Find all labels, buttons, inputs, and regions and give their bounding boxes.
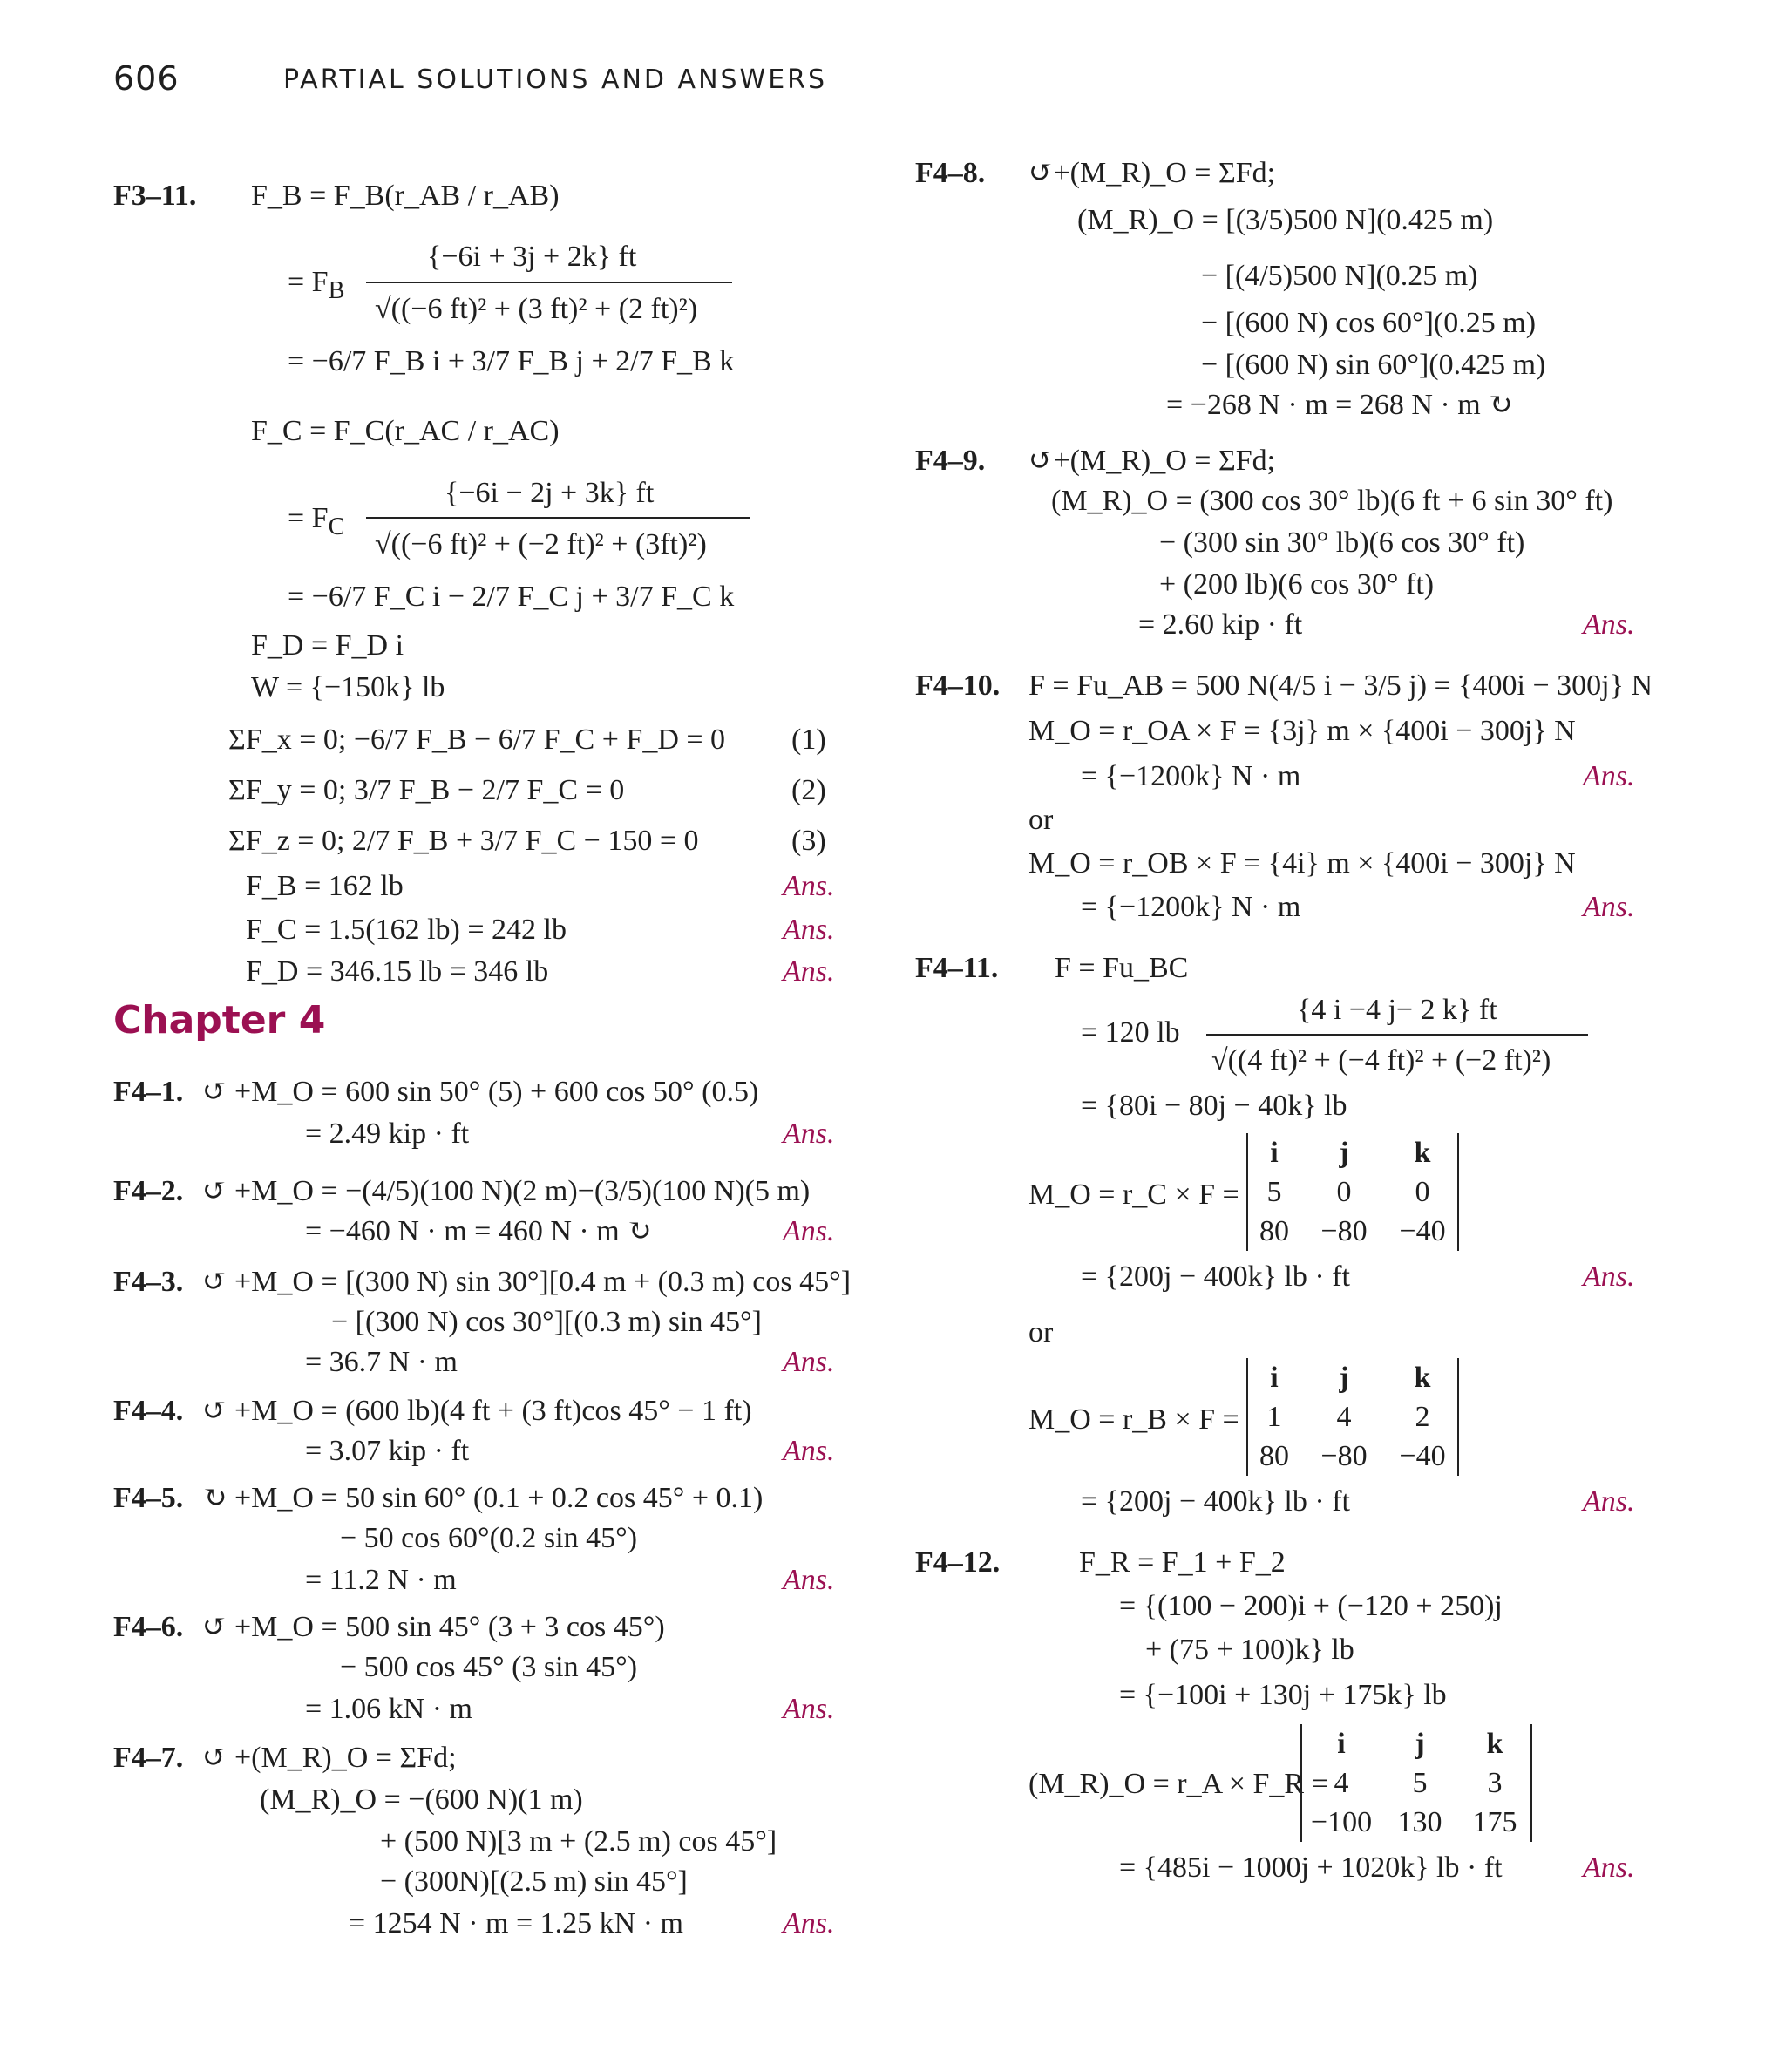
- matrix-cell: −80: [1320, 1440, 1368, 1472]
- equation-line: F = Fu_AB = 500 N(4/5 i − 3/5 j) = {400i − 300j} N: [1028, 669, 1653, 702]
- matrix-cell: 130: [1397, 1806, 1442, 1838]
- matrix-row: [1248, 1172, 1457, 1212]
- equation-line: M_O = r_OA × F = {3j} m × {400i − 300j} N: [1028, 715, 1576, 747]
- problem-label-f4-7: F4–7.: [113, 1742, 184, 1774]
- equation-line: = 36.7 N · m: [305, 1346, 458, 1378]
- matrix-cell: 3: [1487, 1767, 1503, 1799]
- equation-number: (3): [791, 825, 826, 857]
- equation-line: M_O = r_OB × F = {4i} m × {400i − 300j} N: [1028, 847, 1576, 880]
- fraction-denominator: √((−6 ft)² + (3 ft)² + (2 ft)²): [375, 293, 698, 325]
- fraction-numerator: {−6i − 2j + 3k} ft: [445, 477, 655, 509]
- equation-line: = 11.2 N · m: [305, 1564, 457, 1596]
- equation-line: (M_R)_O = −(600 N)(1 m): [260, 1783, 583, 1816]
- equation-line: = −6/7 F_B i + 3/7 F_B j + 2/7 F_B k: [288, 345, 735, 377]
- matrix-cell: k: [1414, 1362, 1431, 1394]
- equation-line: W = {−150k} lb: [251, 671, 445, 703]
- problem-label-f4-3: F4–3.: [113, 1266, 184, 1298]
- answer-marker: Ans.: [783, 1435, 835, 1467]
- fraction-denominator: √((−6 ft)² + (−2 ft)² + (3ft)²): [375, 528, 707, 560]
- matrix-row: [1302, 1803, 1530, 1842]
- equation-line: (M_R)_O = r_A × F_R =: [1028, 1768, 1328, 1800]
- equation-prefix: = $F_C$: [288, 502, 345, 540]
- chapter-heading: Chapter 4: [113, 998, 326, 1043]
- matrix-row: [1248, 1212, 1457, 1251]
- answer-marker: Ans.: [783, 1693, 835, 1725]
- equation-line: F_D = 346.15 lb = 346 lb: [246, 955, 549, 988]
- matrix-row: [1248, 1133, 1457, 1172]
- answer-marker: Ans.: [783, 870, 835, 902]
- equation-line: ↻ +M_O = 50 sin 60° (0.1 + 0.2 cos 45° + 0.1): [202, 1482, 764, 1514]
- equation-line: ↺ +(M_R)_O = ΣFd;: [202, 1742, 457, 1774]
- fraction-numerator: {−6i + 3j + 2k} ft: [427, 241, 637, 273]
- problem-label-f4-2: F4–2.: [113, 1175, 184, 1207]
- equation-line: = {485i − 1000j + 1020k} lb · ft: [1119, 1851, 1503, 1884]
- equation-line: ↺ +M_O = 600 sin 50° (5) + 600 cos 50° (0.5): [202, 1076, 759, 1108]
- answer-marker: Ans.: [783, 955, 835, 988]
- determinant-matrix: [1246, 1133, 1459, 1251]
- running-head: PARTIAL SOLUTIONS AND ANSWERS: [283, 65, 828, 95]
- equation-line: = {200j − 400k} lb · ft: [1081, 1260, 1350, 1293]
- matrix-cell: k: [1414, 1137, 1431, 1169]
- problem-label-f4-11: F4–11.: [915, 952, 999, 984]
- matrix-cell: 2: [1415, 1401, 1430, 1433]
- equation-line: F_B = F_B(r_AB / r_AB): [251, 180, 560, 212]
- equation-line: ↺+(M_R)_O = ΣFd;: [1028, 157, 1276, 189]
- problem-label-f4-10: F4–10.: [915, 669, 1001, 702]
- answer-marker: Ans.: [1583, 891, 1635, 923]
- fraction-denominator: √((4 ft)² + (−4 ft)² + (−2 ft)²): [1211, 1044, 1551, 1077]
- fraction-numerator: {4 i −4 j− 2 k} ft: [1297, 994, 1497, 1026]
- fraction-bar: [1206, 1034, 1588, 1036]
- matrix-cell: 5: [1412, 1767, 1428, 1799]
- fraction-bar: [366, 517, 750, 519]
- matrix-row: [1302, 1724, 1530, 1763]
- equation-line: F_R = F_1 + F_2: [1079, 1546, 1286, 1579]
- equation-line: = {(100 − 200)i + (−120 + 250)j: [1119, 1590, 1503, 1622]
- equation-line: ΣF_z = 0; 2/7 F_B + 3/7 F_C − 150 = 0: [228, 825, 699, 857]
- answer-marker: Ans.: [783, 1118, 835, 1150]
- problem-label-f3-11: F3–11.: [113, 180, 197, 212]
- equation-line: + (75 + 100)k} lb: [1145, 1634, 1354, 1666]
- equation-line: (M_R)_O = [(3/5)500 N](0.425 m): [1077, 204, 1494, 236]
- equation-line: − (300 sin 30° lb)(6 cos 30° ft): [1159, 526, 1525, 559]
- equation-line: ΣF_x = 0; −6/7 F_B − 6/7 F_C + F_D = 0: [228, 724, 726, 756]
- matrix-cell: 5: [1266, 1176, 1282, 1208]
- equation-line: = −460 N · m = 460 N · m ↻: [305, 1215, 652, 1247]
- matrix-cell: 175: [1472, 1806, 1517, 1838]
- matrix-row: [1248, 1358, 1457, 1397]
- matrix-cell: −80: [1320, 1215, 1368, 1247]
- matrix-cell: 0: [1336, 1176, 1352, 1208]
- equation-line: F_B = 162 lb: [246, 870, 404, 902]
- equation-line: + (200 lb)(6 cos 30° ft): [1159, 568, 1435, 601]
- equation-line: F = Fu_BC: [1055, 952, 1189, 984]
- matrix-cell: j: [1339, 1137, 1349, 1169]
- equation-line: = 1254 N · m = 1.25 kN · m: [349, 1907, 683, 1940]
- equation-line: = {−1200k} N · m: [1081, 891, 1301, 923]
- equation-line: − (300N)[(2.5 m) sin 45°]: [380, 1865, 688, 1898]
- problem-label-f4-9: F4–9.: [915, 445, 986, 477]
- problem-label-f4-6: F4–6.: [113, 1611, 184, 1643]
- answer-marker: Ans.: [1583, 1851, 1635, 1884]
- matrix-cell: i: [1270, 1362, 1279, 1394]
- answer-marker: Ans.: [783, 914, 835, 946]
- problem-label-f4-12: F4–12.: [915, 1546, 1001, 1579]
- problem-label-f4-5: F4–5.: [113, 1482, 184, 1514]
- equation-line: = 2.60 kip · ft: [1138, 608, 1303, 641]
- connector-or: or: [1028, 1316, 1054, 1348]
- equation-prefix: = 120 lb: [1081, 1016, 1180, 1049]
- matrix-row: [1302, 1763, 1530, 1803]
- equation-prefix: = $F_B$: [288, 266, 345, 304]
- equation-line: ↺+(M_R)_O = ΣFd;: [1028, 445, 1276, 477]
- matrix-cell: i: [1270, 1137, 1279, 1169]
- matrix-cell: 1: [1266, 1401, 1282, 1433]
- equation-line: (M_R)_O = (300 cos 30° lb)(6 ft + 6 sin 30° ft): [1051, 485, 1613, 517]
- answer-marker: Ans.: [783, 1346, 835, 1378]
- matrix-cell: j: [1415, 1728, 1425, 1760]
- equation-line: = {−1200k} N · m: [1081, 760, 1301, 792]
- matrix-cell: 4: [1336, 1401, 1352, 1433]
- answer-marker: Ans.: [1583, 1485, 1635, 1518]
- matrix-cell: 4: [1334, 1767, 1349, 1799]
- equation-line: = 1.06 kN · m: [305, 1693, 472, 1725]
- answer-marker: Ans.: [1583, 608, 1635, 641]
- equation-number: (1): [791, 724, 826, 756]
- matrix-cell: j: [1339, 1362, 1349, 1394]
- answer-marker: Ans.: [1583, 760, 1635, 792]
- equation-line: F_C = 1.5(162 lb) = 242 lb: [246, 914, 567, 946]
- determinant-matrix: [1300, 1724, 1532, 1842]
- problem-label-f4-8: F4–8.: [915, 157, 986, 189]
- equation-line: ↺ +M_O = 500 sin 45° (3 + 3 cos 45°): [202, 1611, 665, 1643]
- page-number: 606: [113, 59, 180, 98]
- equation-line: ↺ +M_O = (600 lb)(4 ft + (3 ft)cos 45° − 1 ft): [202, 1395, 752, 1427]
- equation-line: − [(600 N) sin 60°](0.425 m): [1201, 349, 1546, 381]
- equation-line: − 50 cos 60°(0.2 sin 45°): [340, 1522, 638, 1554]
- equation-line: = {80i − 80j − 40k} lb: [1081, 1090, 1347, 1122]
- matrix-row: [1248, 1437, 1457, 1476]
- connector-or: or: [1028, 804, 1054, 836]
- equation-line: − [(4/5)500 N](0.25 m): [1201, 260, 1478, 292]
- matrix-cell: k: [1486, 1728, 1503, 1760]
- matrix-cell: −100: [1310, 1806, 1373, 1838]
- equation-line: ↺ +M_O = −(4/5)(100 N)(2 m)−(3/5)(100 N)(5 m): [202, 1175, 811, 1207]
- equation-line: = {−100i + 130j + 175k} lb: [1119, 1679, 1447, 1711]
- equation-line: ↺ +M_O = [(300 N) sin 30°][0.4 m + (0.3 m) cos 45°]: [202, 1266, 852, 1298]
- answer-marker: Ans.: [783, 1564, 835, 1596]
- determinant-matrix: [1246, 1358, 1459, 1476]
- answer-marker: Ans.: [783, 1907, 835, 1940]
- matrix-cell: 80: [1259, 1440, 1289, 1472]
- matrix-row: [1248, 1397, 1457, 1437]
- answer-marker: Ans.: [1583, 1260, 1635, 1293]
- equation-line: M_O = r_B × F =: [1028, 1403, 1239, 1436]
- fraction-bar: [366, 282, 732, 283]
- matrix-cell: 80: [1259, 1215, 1289, 1247]
- equation-line: − [(600 N) cos 60°](0.25 m): [1201, 307, 1537, 339]
- equation-line: = −268 N · m = 268 N · m ↻: [1166, 389, 1513, 421]
- answer-marker: Ans.: [783, 1215, 835, 1247]
- equation-line: M_O = r_C × F =: [1028, 1179, 1239, 1211]
- equation-line: = {200j − 400k} lb · ft: [1081, 1485, 1350, 1518]
- equation-line: F_C = F_C(r_AC / r_AC): [251, 415, 560, 447]
- equation-number: (2): [791, 774, 826, 806]
- equation-line: + (500 N)[3 m + (2.5 m) cos 45°]: [380, 1825, 777, 1858]
- equation-line: ΣF_y = 0; 3/7 F_B − 2/7 F_C = 0: [228, 774, 625, 806]
- equation-line: = 3.07 kip · ft: [305, 1435, 470, 1467]
- equation-line: − [(300 N) cos 30°][(0.3 m) sin 45°]: [331, 1306, 762, 1338]
- matrix-cell: −40: [1399, 1215, 1446, 1247]
- equation-line: = 2.49 kip · ft: [305, 1118, 470, 1150]
- matrix-cell: i: [1337, 1728, 1346, 1760]
- equation-line: F_D = F_D i: [251, 629, 404, 662]
- equation-line: = −6/7 F_C i − 2/7 F_C j + 3/7 F_C k: [288, 581, 735, 613]
- problem-label-f4-1: F4–1.: [113, 1076, 184, 1108]
- problem-label-f4-4: F4–4.: [113, 1395, 184, 1427]
- matrix-cell: −40: [1399, 1440, 1446, 1472]
- matrix-cell: 0: [1415, 1176, 1430, 1208]
- equation-line: − 500 cos 45° (3 sin 45°): [340, 1651, 638, 1683]
